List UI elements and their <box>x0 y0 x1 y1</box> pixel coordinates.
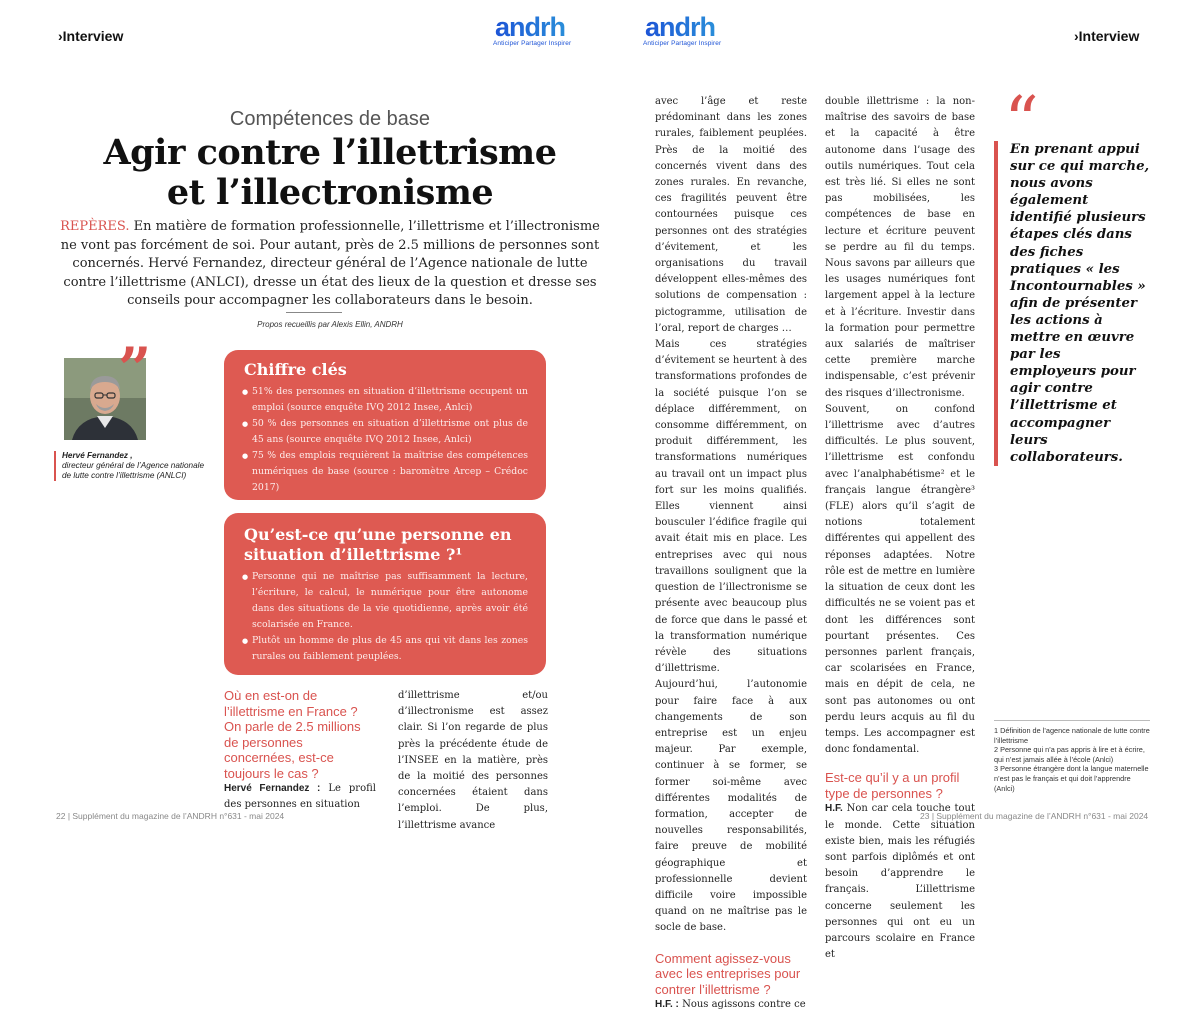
footnote: 2 Personne qui n’a pas appris à lire et à écrire, qui n’est jamais allée à l’école (Anlci) <box>994 745 1145 764</box>
section-label-text: Interview <box>62 28 124 44</box>
speaker-label: H.F. : <box>655 999 679 1011</box>
footnote-divider <box>994 720 1150 721</box>
quote-mark-icon: ” <box>118 335 152 403</box>
article-title <box>60 133 600 213</box>
list-item: ● 51% des personnes en situation d’illettrisme occupent un emploi (source enquête IVQ 2012 Insee, Anlci) <box>244 384 528 416</box>
section-label-text: Interview <box>1078 28 1140 44</box>
column-b: d’illettrisme et/ou d’illectronisme est assez clair. Si l’on regarde de plus près la précédente étude de l’INSEE en la matière, près de la moitié des personnes concernées étaient dans l’emploi. De plus, l’illettrisme avance <box>398 690 548 831</box>
author-role: directeur général de l’Agence nationale de lutte contre l’illettrisme (ANLCI) <box>62 461 205 480</box>
list-item: ● 50 % des personnes en situation d’illettrisme ont plus de 45 ans (source enquête IVQ 2012 Insee, Anlci) <box>244 416 528 448</box>
paragraph: Aujourd’hui, l’autonomie pour faire face à aux changements de son entreprise est un enjeu majeur. Par exemple, continuer à se former, se former soi-même avec différentes modalités de formation, accepter de nouvelles responsabilités, faire preuve de mobilité géographique et professionnelle devient difficile voire impossible quand on ne maîtrise pas le socle de base. <box>655 679 807 934</box>
interview-question: Où en est-on de l’illettrisme en France ? On parle de 2.5 millions de personnes concernées, est-ce toujours le cas ? <box>224 688 361 781</box>
pull-quote: En prenant appui sur ce qui marche, nous avons également identifié plusieurs étapes clés dans des fiches pratiques « les Incontournables » afin de présenter les actions à mettre en œuvre par les employeurs pour agir contre l’illettrisme et accompagner leurs collaborateurs. <box>994 141 1150 466</box>
author-caption <box>54 451 204 481</box>
definition-card <box>224 513 546 675</box>
title-line-2: et l’illectronisme <box>166 172 494 213</box>
footnote: 3 Personne étrangère dont la langue maternelle n’est pas le français et qui doit l’apprendre (Anlci) <box>994 764 1149 793</box>
quote-mark-icon: “ <box>1004 83 1039 162</box>
page-folio-right: 23 | Supplément du magazine de l’ANDRH n°631 - mai 2024 <box>920 811 1149 821</box>
answer-paragraph <box>825 801 975 963</box>
footnotes <box>994 726 1150 793</box>
title-line-1: Agir contre l’illettrisme <box>103 132 557 173</box>
section-label-right <box>1074 28 1139 44</box>
paragraph: Mais ces stratégies d’évitement se heurtent à des transformations profondes de la société puisque l’on se déplace différemment, on consomme différemment, on produit différemment, les transformations numériques au travail ont un impact plus fort sur les moins qualifiés. Elles viennent ainsi bousculer l’édifice fragile qui avait était mis en place. Les entreprises avec qui nous travaillons soulignent que la question de l’illectronisme se présente avec beaucoup plus de force que dans le passé et la transformation numérique révèle des situations d’illettrisme. <box>655 339 807 675</box>
logo-wordmark: andrh <box>494 12 565 42</box>
andrh-logo-right <box>643 12 722 47</box>
andrh-logo-left <box>493 12 572 47</box>
speaker-label: Hervé Fernandez : <box>224 783 321 794</box>
paragraph: Souvent, on confond l’illettrisme avec d’autres difficultés. Le plus souvent, l’illettrisme est confondu avec l’analphabétisme² et le français langue étrangère³ (FLE) alors qu’il s’agit de notions totalement différentes qui appellent des réponses adaptées. Notre rôle est de mettre en lumière la situation de ceux dont les difficultés ne se voient pas et dont les différences sont pourtant présentes. Ces personnes parlent français, car scolarisées en France, mais en dépit de cela, ne sont pas autonomes ou ont perdu leurs acquis au fil du temps. Les accompagner est donc fondamental. <box>825 403 975 756</box>
key-figures-list <box>244 384 528 496</box>
chevron-right-icon: › <box>58 28 63 44</box>
paragraph: avec l’âge et reste prédominant dans les zones rurales, faiblement peuplées. Près de la moitié des concernés vivent dans des zones rurales. En revanche, ces fragilités peuvent être contournées puisque ces personnes ont des stratégies d’évitement, et les organisations du travail développent elles-mêmes des solutions de compensation : pictogramme, utilisation de l’oral, report de charges … <box>655 96 807 334</box>
chevron-right-icon: › <box>1074 28 1079 44</box>
byline-divider <box>286 312 342 313</box>
lead-label: REPÈRES. <box>60 219 130 234</box>
interview-question: Comment agissez-vous avec les entreprises pour contrer l’illettrisme ? <box>655 950 801 997</box>
answer-paragraph <box>655 997 807 1013</box>
logo-tagline: Anticiper Partager Inspirer <box>643 40 722 47</box>
answer-text: Nous agissons contre ce <box>678 999 806 1011</box>
speaker-label: H.F. <box>825 803 843 815</box>
paragraph: double illettrisme : la non-maîtrise des savoirs de base et la capacité à être autonome dans l’usage des outils numériques. Tout cela est très lié. Si elles ne sont pas mobilisées, les compétences de base en lecture et écriture peuvent se perdre au fil du temps. Nous savons par ailleurs que les usages numériques font largement appel à la lecture et à l’écriture. Investir dans la formation pour permettre aux salariés de maîtriser cette première marche indispensable, c’est prévenir des risques d’illectronisme. <box>825 96 975 399</box>
footnote: 1 Définition de l’agence nationale de lutte contre l’illettrisme <box>994 726 1150 745</box>
author-name: Hervé Fernandez , <box>62 451 133 460</box>
column-a <box>224 688 376 813</box>
answer-text: Le profil des personnes en situation <box>224 783 376 811</box>
interview-question: Est-ce qu’il y a un profil type de personnes ? <box>825 770 960 801</box>
card-title: Chiffre clés <box>244 360 347 379</box>
byline: Propos recueillis par Alexis Ellin, ANDRH <box>257 320 403 329</box>
logo-tagline: Anticiper Partager Inspirer <box>493 40 572 47</box>
column-c <box>655 94 807 1013</box>
answer-text: Non car cela touche tout le monde. Cette situation existe bien, mais les réfugiés sont parfois diplômés et ont besoin d’apprendre le français. L’illettrisme concerne seulement les personnes qui ont eu un parcours scolaire en France et <box>825 803 975 961</box>
card-title: Qu’est-ce qu’une personne en situation d’illettrisme ?¹ <box>244 525 512 564</box>
list-item: ● Plutôt un homme de plus de 45 ans qui vit dans les zones rurales ou faiblement peuplées. <box>244 633 528 665</box>
list-item: ● Personne qui ne maîtrise pas suffisamment la lecture, l’écriture, le calcul, le numérique pour être autonome dans des situations de la vie quotidienne, après avoir été scolarisée en France. <box>244 569 528 633</box>
page-folio-left: 22 | Supplément du magazine de l’ANDRH n°631 - mai 2024 <box>56 811 285 821</box>
article-kicker: Compétences de base <box>229 108 431 130</box>
list-item: ● 75 % des emplois requièrent la maîtrise des compétences numériques de base (source : baromètre Arcep – Crédoc 2017) <box>244 448 528 496</box>
key-figures-card <box>224 350 546 500</box>
article-lead <box>58 218 602 311</box>
lead-text: En matière de formation professionnelle, l’illettrisme et l’illectronisme ne vont pas forcément de soi. Pour autant, près de 2.5 millions de personnes sont concernés. Hervé Fernandez, directeur général de l’Agence nationale de lutte contre l’illettrisme (ANLCI), dresse un état des lieux de la question et dresse ses conseils pour accompagner les collaborateurs dans le besoin. <box>60 219 600 309</box>
logo-wordmark: andrh <box>644 12 715 42</box>
answer-paragraph <box>224 781 376 813</box>
definition-list <box>244 569 528 665</box>
column-d <box>825 94 975 963</box>
section-label-left <box>58 28 123 44</box>
